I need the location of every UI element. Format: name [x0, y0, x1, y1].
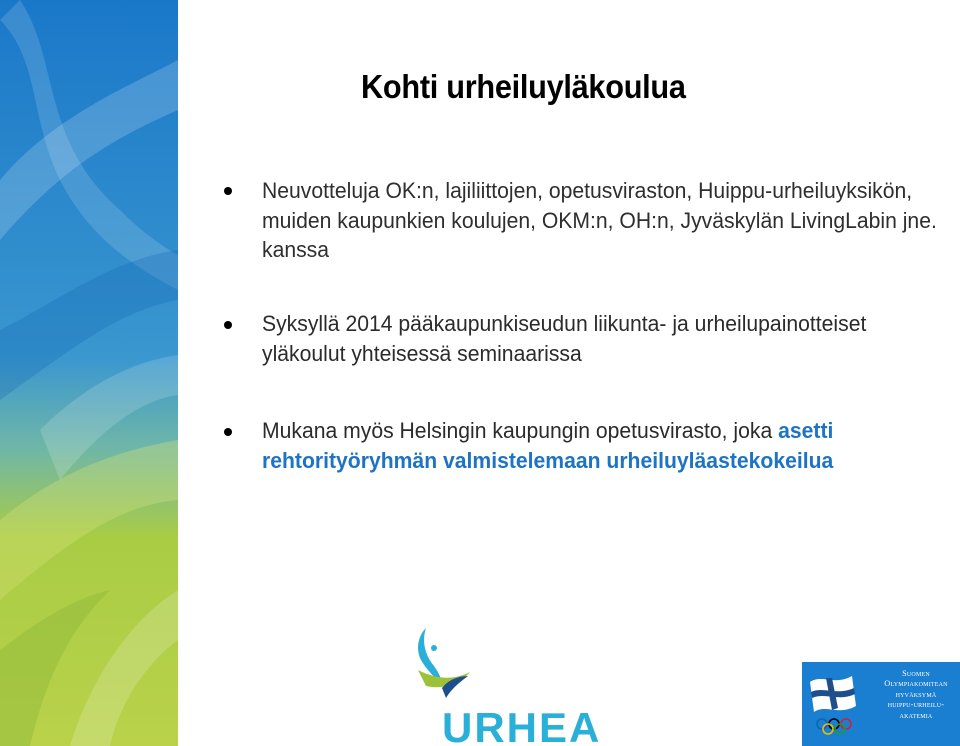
- slide-title: Kohti urheiluyläkoulua: [361, 68, 686, 105]
- bullet-dot-icon: [224, 428, 232, 436]
- bullet-text-highlight: asetti rehtorityöryhmän valmistelemaan urheiluyläastekokeilua: [262, 418, 834, 473]
- finnish-flag-icon: [810, 676, 856, 712]
- olympic-line: hyväksymä: [895, 689, 937, 699]
- decorative-sidebar: [0, 0, 178, 746]
- olympic-line: akatemia: [899, 710, 933, 720]
- bullet-text: Neuvotteluja OK:n, lajiliittojen, opetusviraston, Huippu-urheiluyksikön, muiden kaupunkien koulujen, OKM:n, OH:n, Jyväskylän LivingLabin jne. kanssa: [262, 178, 937, 262]
- bullet-item: [224, 416, 944, 475]
- bullet-item: [224, 309, 944, 368]
- olympic-line: Olympiakomitean: [884, 679, 948, 689]
- urhea-logo: [412, 618, 612, 746]
- olympic-rings-icon: [817, 719, 851, 734]
- bullet-dot-icon: [224, 187, 232, 195]
- bullet-dot-icon: [224, 321, 232, 329]
- olympic-line: huippu-urheilu-: [887, 700, 945, 710]
- olympic-academy-text: [872, 669, 960, 721]
- bullet-text: Syksyllä 2014 pääkaupunkiseudun liikunta- ja urheilupainotteiset yläkoulut yhteisessä seminaarissa: [262, 311, 867, 366]
- bullet-text-plain: Mukana myös Helsingin kaupungin opetusvirasto, joka: [262, 418, 773, 443]
- athlete-swoosh-icon: [412, 618, 612, 746]
- bullet-item: [224, 176, 944, 265]
- bullet-text: [262, 416, 939, 475]
- urhea-wordmark: URHEA: [442, 704, 602, 746]
- olympic-academy-logo: [802, 662, 960, 746]
- olympic-line: Suomen: [902, 669, 930, 678]
